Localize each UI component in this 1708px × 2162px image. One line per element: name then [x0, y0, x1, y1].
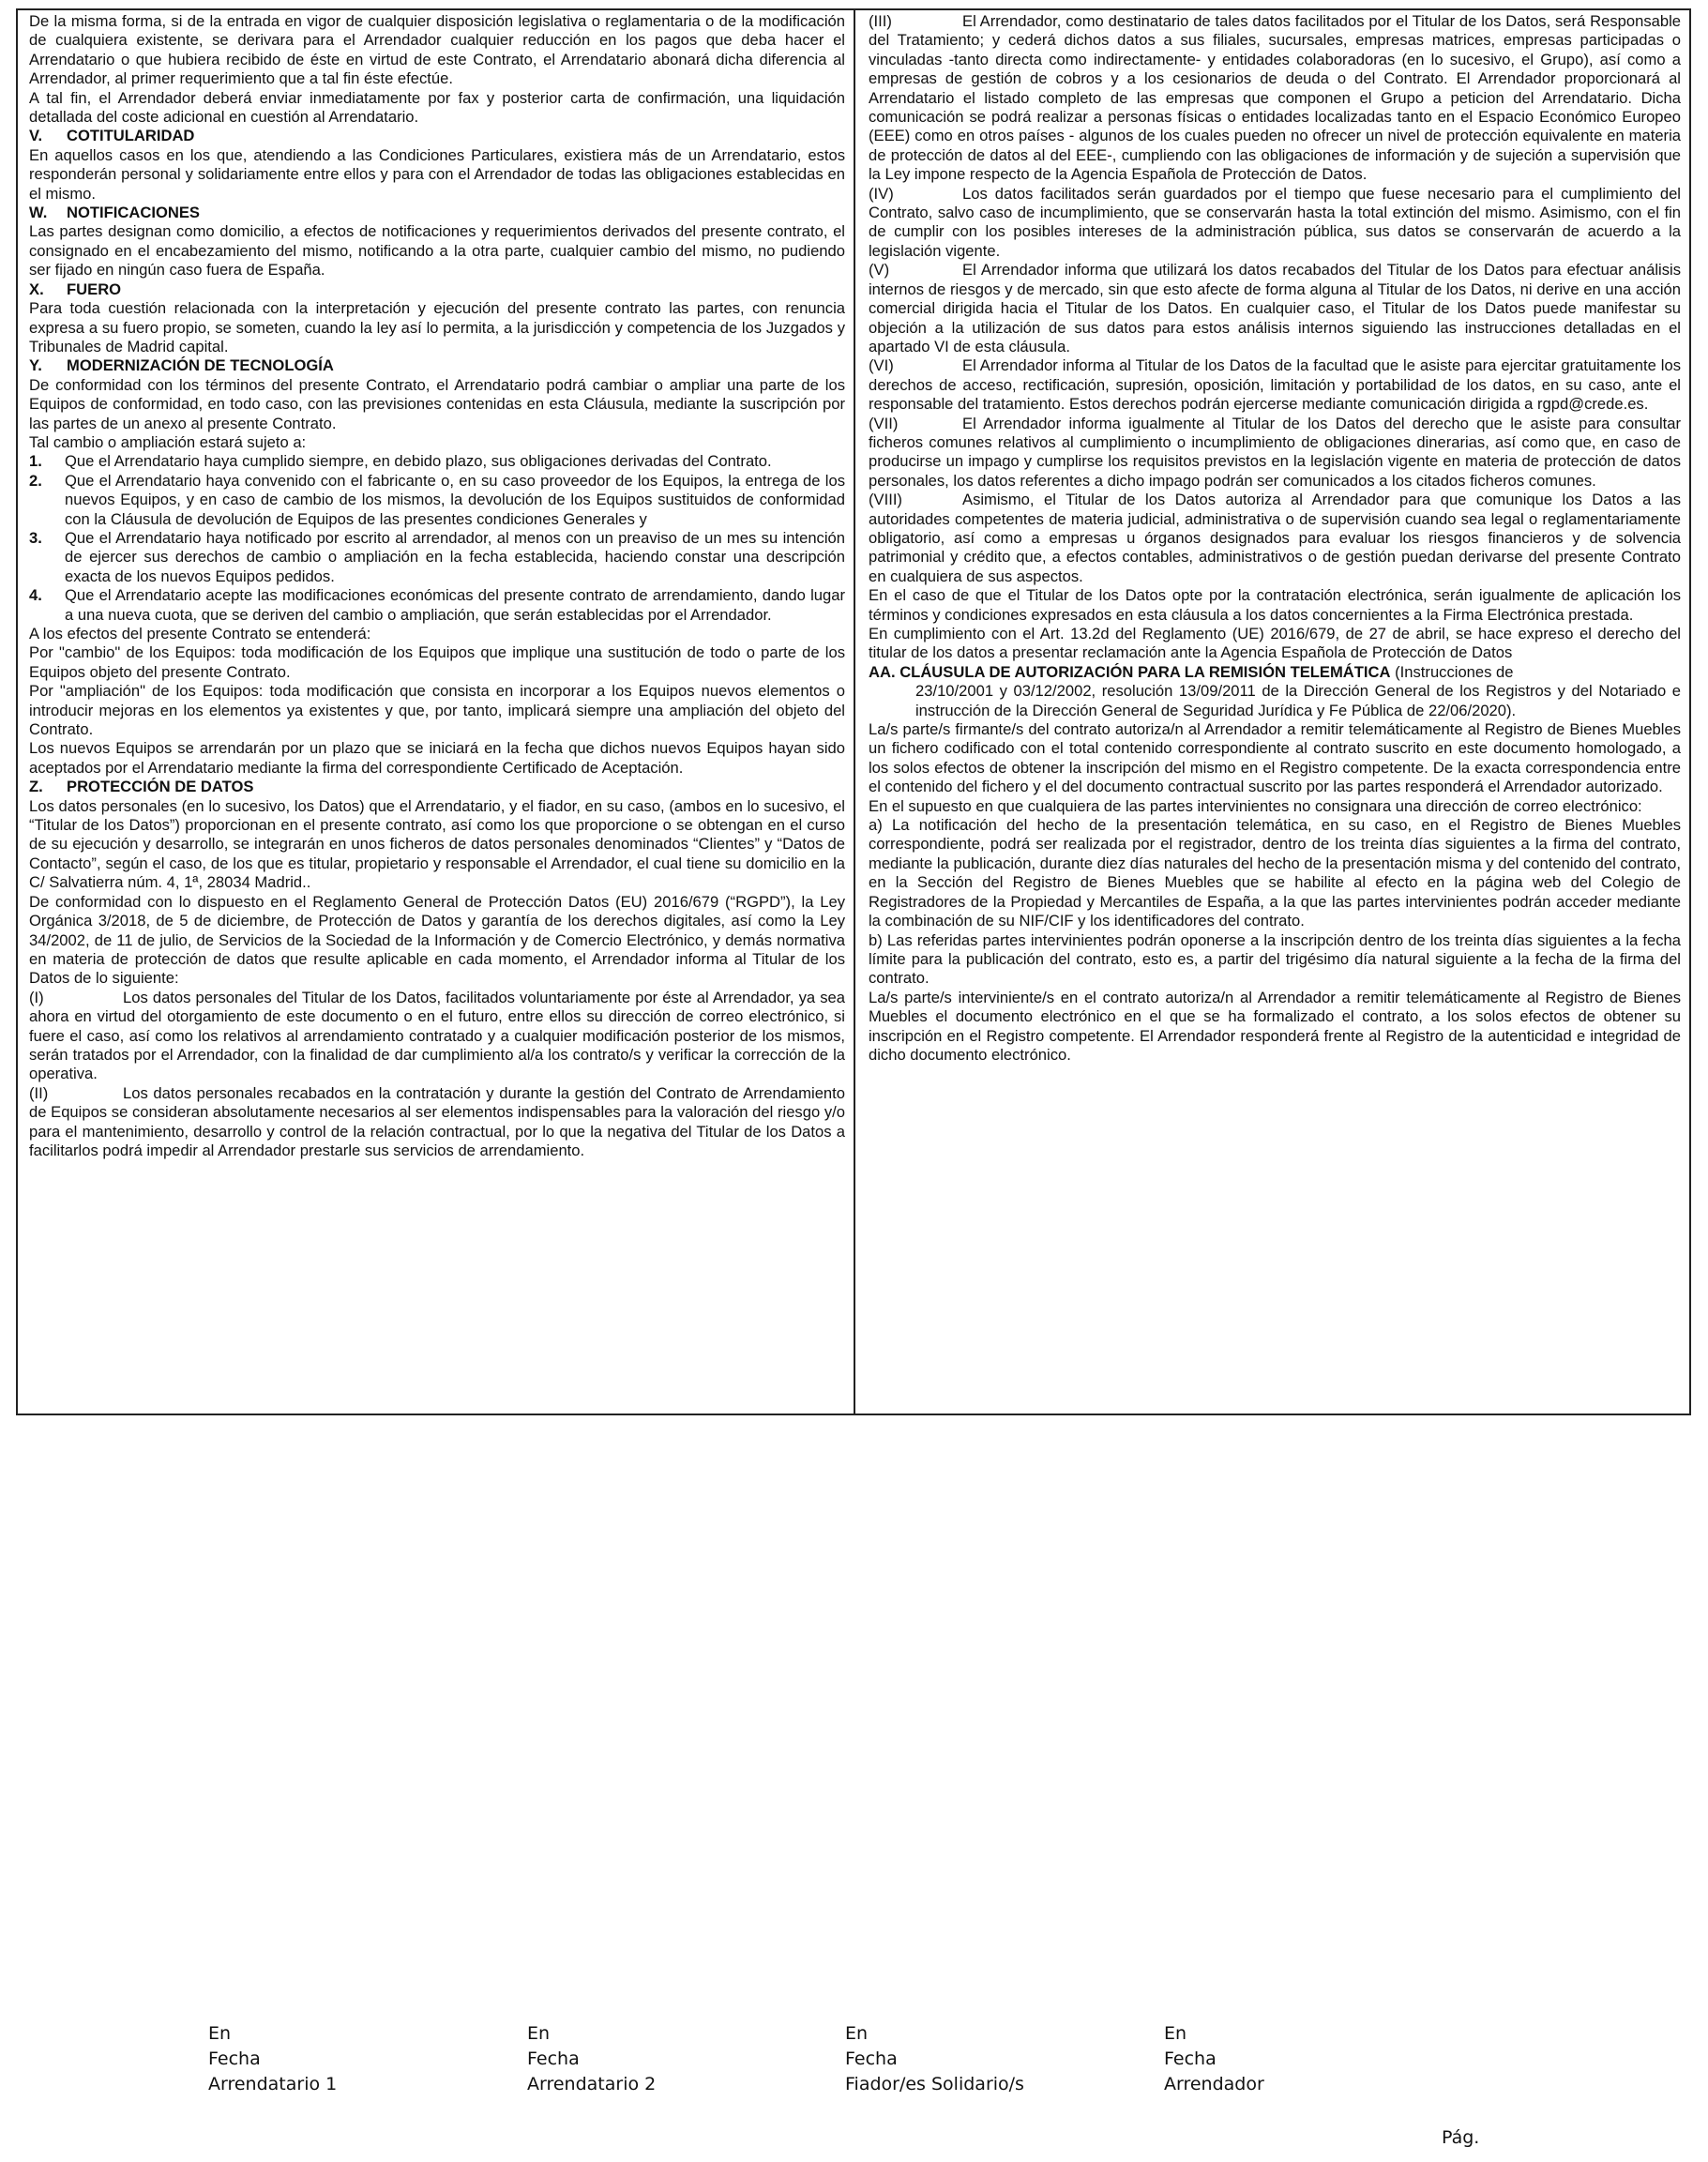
paragraph: Tal cambio o ampliación estará sujeto a: — [29, 432, 307, 451]
paragraph: b) Las referidas partes intervinientes podrán oponerse a la inscripción dentro de los treinta días siguientes a la fecha límite para la publicación del contrato, esto es, a partir del trigésimo día natural siguiente a la fecha de la firma del contrato. — [869, 930, 1681, 988]
paragraph: La/s parte/s interviniente/s en el contrato autoriza/n al Arrendador a remitir telemáticamente al Registro de Bienes Muebles el documento electrónico en el que se ha formalizado el contrato, a los solos efectos de obtener su inscripción en el Registro competente. El Arrendador responderá frente al Registro de la autenticidad e integridad de dicho documento electrónico. — [869, 988, 1681, 1064]
section-heading-y: Y. MODERNIZACIÓN DE TECNOLOGÍA — [29, 356, 334, 375]
page-number-label: Pág. — [1442, 2127, 1480, 2148]
roman-item: (V) El Arrendador informa que utilizará los datos recabados del Titular de los Datos para efectuar análisis internos de riesgos y de mercado, sin que esto afecte de forma alguna al Titular de los Datos, ni derive en una acción comercial dirigida hacia el Titular de los Datos. En cualquier caso, el Titular de los Datos puede manifestar su objeción a la utilización de sus datos para estos análisis internos siguiendo las instrucciones detalladas en el apartado VI de esta cláusula. — [869, 261, 1681, 355]
paragraph: La/s parte/s firmante/s del contrato autoriza/n al Arrendador a remitir telemáticamente al Registro de Bienes Muebles un fichero codificado con el total contenido correspondiente al contrato suscrito en este documento homologado, a los solos efectos de obtener la inscripción del mismo en el Registro competente. De la exacta correspondencia entre el contenido del fichero y el del documento contractual suscrito por las partes responderá el Arrendador autorizado. — [869, 720, 1681, 796]
section-heading-v: V. COTITULARIDAD — [29, 127, 195, 145]
paragraph: Las partes designan como domicilio, a efectos de notificaciones y requerimientos derivados del presente contrato, el consignado en el encabezamiento del mismo, notificando a la otra parte, cualquier cambio del mismo, no pudiendo ser fijado en ningún caso fuera de España. — [29, 222, 845, 280]
paragraph: Por "cambio" de los Equipos: toda modificación de los Equipos que implique una sustitución de todo o parte de los Equipos objeto del presente Contrato. — [29, 643, 845, 681]
section-heading-w: W. NOTIFICACIONES — [29, 204, 200, 222]
roman-item: (IV) Los datos facilitados serán guardados por el tiempo que fuese necesario para el cumplimiento del Contrato, salvo caso de incumplimiento, que se conservarán hasta la total extinción del mismo. Asimismo, con el fin de cumplir con los posibles intereses de la administración pública, sus datos se conservarán de acuerdo a la legislación vigente. — [869, 184, 1681, 260]
paragraph: De conformidad con lo dispuesto en el Reglamento General de Protección Datos (EU) 2016/679 (“RGPD”), la Ley Orgánica 3/2018, de 5 de diciembre, de Protección de Datos y garantía de los derechos digitales, así como la Ley 34/2002, de 11 de julio, de Servicios de la Sociedad de la Información y de Comercio Electrónico, y demás normativa en materia de protección de datos que resulte aplicable en cada momento, el Arrendador informa al Titular de los Datos de lo siguiente: — [29, 892, 845, 988]
paragraph: En cumplimiento con el Art. 13.2d del Reglamento (UE) 2016/679, de 27 de abril, se hace expreso el derecho del titular de los datos a presentar reclamación ante la Agencia Española de Protección de Datos — [869, 625, 1681, 662]
paragraph: Para toda cuestión relacionada con la interpretación y ejecución del presente contrato las partes, con renuncia expresa a su fuero propio, se someten, cuando la ley así lo permita, a la jurisdicción y competencia de los Juzgados y Tribunales de Madrid capital. — [29, 299, 845, 355]
list-item: 3. Que el Arrendatario haya notificado por escrito al arrendador, al menos con un preaviso de un mes su intención de ejercer sus derechos de cambio o ampliación en la fecha establecida, haciendo constar una descripción exacta de los nuevos Equipos pedidos. — [29, 528, 845, 585]
paragraph: En aquellos casos en los que, atendiendo a las Condiciones Particulares, existiera más de un Arrendatario, estos responderán personal y solidariamente entre ellos y para con el Arrendador de todas las obligaciones establecidas en el mismo. — [29, 145, 845, 203]
paragraph: De conformidad con los términos del presente Contrato, el Arrendatario podrá cambiar o ampliar una parte de los Equipos de conformidad, en todo caso, con las previsiones contenidas en esta Cláusula, mediante la suscripción por las partes de un anexo al presente Contrato. — [29, 375, 845, 432]
paragraph: Los datos personales (en lo sucesivo, los Datos) que el Arrendatario, y el fiador, en su caso, (ambos en lo sucesivo, el “Titular de los Datos”) proporcionan en el presente contrato, así como los que proporcione o se obtengan en el curso de su ejecución y desarrollo, se integrarán en unos ficheros de datos personales denominados “Clientes” y “Datos de Contacto”, según el caso, de los que es titular, propietario y responsable el Arrendador, el cual tiene su domicilio en la C/ Salvatierra núm. 4, 1ª, 28034 Madrid.. — [29, 796, 845, 892]
signature-block-fiador: En Fecha Fiador/es Solidario/s — [845, 2023, 1024, 2094]
list-item: 1. Que el Arrendatario haya cumplido siempre, en debido plazo, sus obligaciones derivadas del Contrato. — [29, 452, 772, 471]
paragraph: En el supuesto en que cualquiera de las partes intervinientes no consignara una dirección de correo electrónico: — [869, 796, 1642, 815]
paragraph: Los nuevos Equipos se arrendarán por un plazo que se iniciará en la fecha que dichos nuevos Equipos hayan sido aceptados por el Arrendatario mediante la firma del correspondiente Certificado de Aceptación. — [29, 739, 845, 777]
right-column — [855, 10, 1689, 1414]
paragraph: Por "ampliación" de los Equipos: toda modificación que consista en incorporar a los Equipos nuevos elementos o introducir mejoras en los elementos ya existentes y que, por tanto, implicará siempre una ampliación del objeto del Contrato. — [29, 682, 845, 739]
contract-text-frame — [16, 8, 1691, 1415]
roman-item: (II) Los datos personales recabados en la contratación y durante la gestión del Contrato de Arrendamiento de Equipos se consideran absolutamente necesarios al ser elementos indispensables para la valoración del riesgo y/o para el mantenimiento, desarrollo y control de la relación contractual, por lo que la negativa del Titular de los Datos a facilitarlos podrá impedir al Arrendador prestarle sus servicios de arrendamiento. — [29, 1083, 845, 1159]
paragraph: a) La notificación del hecho de la presentación telemática, en su caso, en el Registro de Bienes Muebles correspondiente, podrá ser realizada por el registrador, dentro de los treinta días siguientes a la firma del contrato, mediante la publicación, durante diez días naturales del hecho de la presentación misma y del contenido del contrato, en la Sección del Registro de Bienes Muebles que se habilite al efecto en la página web del Colegio de Registradores de la Propiedad y Mercantiles de España, a la que las partes intervinientes podrán acceder mediante la combinación de su NIF/CIF y los identificadores del contrato. — [869, 816, 1681, 930]
signature-block-arrendatario-2: En Fecha Arrendatario 2 — [527, 2023, 657, 2094]
paragraph: A tal fin, el Arrendador deberá enviar inmediatamente por fax y posterior carta de confirmación, una liquidación detallada del coste adicional en cuestión al Arrendatario. — [29, 88, 845, 127]
list-item: 4. Que el Arrendatario acepte las modificaciones económicas del presente contrato de arrendamiento, dando lugar a una nueva cuota, que se deriven del cambio o ampliación, que serán establecidas por el Arrendador. — [29, 586, 845, 624]
section-heading-z: Z. PROTECCIÓN DE DATOS — [29, 778, 254, 796]
signature-block-arrendatario-1: En Fecha Arrendatario 1 — [208, 2023, 338, 2094]
roman-item: (VIII) Asimismo, el Titular de los Datos autoriza al Arrendador para que comunique los Datos a las autoridades competentes de materia judicial, administrativa o de supervisión cuando sea legal o reglamentariamente obligatorio, así como a empresas u órganos designados para evaluar los riesgos financieros y de solvencia patrimonial y crédito que, a efectos contables, administrativos o de gestión puedan derivarse del presente Contrato en cualquiera de sus aspectos. — [869, 491, 1681, 585]
roman-item: (III) El Arrendador, como destinatario de tales datos facilitados por el Titular de los Datos, será Responsable del Tratamiento; y cederá dichos datos a sus filiales, sucursales, empresas matrices, empresas participadas o vinculadas -tanto directa como indirectamente- y entidades colaboradoras (en lo sucesivo, el Grupo), así como a empresas de gestión de cobros y a los cesionarios de deuda o del Contrato. El Arrendador proporcionará al Arrendatario el listado completo de las empresas que componen el Grupo a peticion del Arrendatario. Dicha comunicación se podrá realizar a personas físicas o entidades localizadas tanto en el Espacio Económico Europeo (EEE) como en otros países - algunos de los cuales pueden no ofrecer un nivel de protección equivalente en materia de protección de datos al del EEE-, cumpliendo con las obligaciones de información y de sujeción a supervisión que la Ley impone respecto de la Agencia Española de Protección de Datos. — [869, 12, 1681, 184]
signature-block-arrendador: En Fecha Arrendador — [1164, 2023, 1264, 2094]
roman-item: (VII) El Arrendador informa igualmente al Titular de los Datos del derecho que le asiste para consultar ficheros comunes relativos al cumplimiento o incumplimiento de obligaciones dinerarias, así como que, en caso de producirse un impago y cumplirse los requisitos previstos en la legislación vigente en materia de protección de datos personales, los datos referentes a dicho impago podrán ser comunicados a los citados ficheros comunes. — [869, 414, 1681, 490]
roman-item: (I) Los datos personales del Titular de los Datos, facilitados voluntariamente por éste al Arrendador, ya sea ahora en virtud del otorgamiento de este documento o en el futuro, entre ellos su dirección de correo electrónico, si fuere el caso, así como los relativos al arrendamiento contratado y a cualquier modificación posterior de los mismos, serán tratados por el Arrendador, con la finalidad de dar cumplimiento al/a los contrato/s y verificar la corrección de la operativa. — [29, 988, 845, 1083]
paragraph: 23/10/2001 y 03/12/2002, resolución 13/09/2011 de la Dirección General de los Registros y del Notariado e instrucción de la Dirección General de Seguridad Jurídica y Fe Pública de 22/06/2020). — [915, 682, 1681, 719]
paragraph: En el caso de que el Titular de los Datos opte por la contratación electrónica, serán igualmente de aplicación los términos y condiciones expresados en esta cláusula a los datos concernientes a la Firma Electrónica prestada. — [869, 586, 1681, 624]
section-heading-aa: AA. CLÁUSULA DE AUTORIZACIÓN PARA LA REMISIÓN TELEMÁTICA (Instrucciones de — [869, 662, 1514, 681]
left-column — [18, 10, 855, 1414]
paragraph: A los efectos del presente Contrato se entenderá: — [29, 625, 371, 643]
list-item: 2. Que el Arrendatario haya convenido con el fabricante o, en su caso proveedor de los Equipos, la entrega de los nuevos Equipos, y en caso de cambio de los mismos, la devolución de los Equipos sustituidos de conformidad con la Cláusula de devolución de Equipos de las presentes condiciones Generales y — [29, 471, 845, 528]
roman-item: (VI) El Arrendador informa al Titular de los Datos de la facultad que le asiste para ejercitar gratuitamente los derechos de acceso, rectificación, supresión, oposición, limitación y portabilidad de los datos, en su caso, ante el responsable del tratamiento. Estos derechos podrán ejercerse mediante comunicación dirigida a rgpd@crede.es. — [869, 356, 1681, 414]
section-heading-x: X. FUERO — [29, 280, 122, 298]
paragraph: De la misma forma, si de la entrada en vigor de cualquier disposición legislativa o reglamentaria o de la modificación de cualquiera existente, se derivara para el Arrendador cualquier reducción en los pagos que deba hacer el Arrendatario o que hubiera recibido de éste en virtud de este Contrato, el Arrendatario abonará dicha diferencia al Arrendador, al primer requerimiento que a tal fin éste efectúe. — [29, 12, 845, 88]
